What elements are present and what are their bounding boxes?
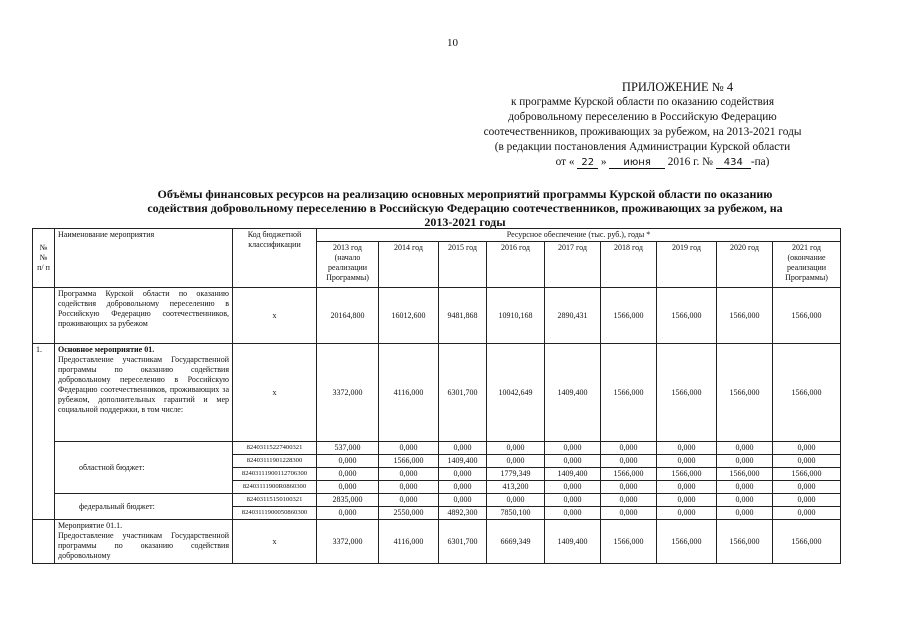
budget-value: 0,000 xyxy=(545,494,601,507)
budget-value: 0,000 xyxy=(657,481,717,494)
budget-value: 0,000 xyxy=(317,507,379,520)
budget-value: 0,000 xyxy=(717,494,773,507)
budget-value: 0,000 xyxy=(545,455,601,468)
budget-value: 0,000 xyxy=(379,481,439,494)
budget-value: 1566,000 xyxy=(657,468,717,481)
budget-value: 0,000 xyxy=(379,442,439,455)
budget-value: 537,000 xyxy=(317,442,379,455)
sub-value: 1409,400 xyxy=(545,520,601,564)
budget-value: 0,000 xyxy=(773,494,841,507)
program-value: 1566,000 xyxy=(601,288,657,344)
date-prefix: от « xyxy=(555,156,575,168)
sub-activity-row xyxy=(33,520,841,564)
program-code: x xyxy=(233,288,317,344)
sub-value: 4116,000 xyxy=(379,520,439,564)
program-row xyxy=(33,288,841,344)
header-2014: 2014 год xyxy=(379,242,439,288)
budget-value: 7850,100 xyxy=(487,507,545,520)
program-value: 10910,168 xyxy=(487,288,545,344)
budget-value: 0,000 xyxy=(773,507,841,520)
budget-value: 0,000 xyxy=(717,481,773,494)
header-2016: 2016 год xyxy=(487,242,545,288)
budget-value: 0,000 xyxy=(545,442,601,455)
budget-value: 0,000 xyxy=(601,507,657,520)
budget-value: 0,000 xyxy=(545,481,601,494)
program-name: Программа Курской области по оказанию содействия добровольному переселению в Российскую Федерацию соотечественников, проживающих за рубежом xyxy=(55,288,233,344)
main-title: Основное мероприятие 01. xyxy=(58,345,155,354)
budget-value: 0,000 xyxy=(317,455,379,468)
title-line-3: 2013-2021 годы xyxy=(424,215,506,229)
header-2015: 2015 год xyxy=(439,242,487,288)
budget-value: 0,000 xyxy=(773,442,841,455)
main-no: 1. xyxy=(33,344,55,520)
budget-value: 0,000 xyxy=(773,455,841,468)
main-value: 4116,000 xyxy=(379,344,439,442)
budget-value: 0,000 xyxy=(657,507,717,520)
budget-code: 82403111901228300 xyxy=(233,455,317,468)
main-value: 1566,000 xyxy=(601,344,657,442)
budget-value: 0,000 xyxy=(601,455,657,468)
sub-no xyxy=(33,520,55,564)
budget-value: 0,000 xyxy=(601,494,657,507)
budget-value: 0,000 xyxy=(717,442,773,455)
budget-code: 82403111900R0860300 xyxy=(233,481,317,494)
budget-value: 1409,400 xyxy=(545,468,601,481)
program-value: 20164,800 xyxy=(317,288,379,344)
main-value: 10042,649 xyxy=(487,344,545,442)
header-2019: 2019 год xyxy=(657,242,717,288)
sub-code: x xyxy=(233,520,317,564)
header-2013: 2013 год (начало реализации Программы) xyxy=(317,242,379,288)
main-value: 1566,000 xyxy=(773,344,841,442)
sub-value: 6669,349 xyxy=(487,520,545,564)
program-value: 16012,600 xyxy=(379,288,439,344)
budget-value: 1566,000 xyxy=(601,468,657,481)
sub-title: Мероприятие 01.1. xyxy=(58,521,123,530)
sub-value: 1566,000 xyxy=(717,520,773,564)
header-code: Код бюджетной классификации xyxy=(233,229,317,288)
sub-value: 1566,000 xyxy=(657,520,717,564)
regional-budget-label: областной бюджет: xyxy=(55,442,233,494)
federal-budget-label: федеральный бюджет: xyxy=(55,494,233,520)
header-2021: 2021 год (окончание реализации Программы) xyxy=(773,242,841,288)
header-resources: Ресурсное обеспечение (тыс. руб.), годы * xyxy=(317,229,841,242)
budget-value: 0,000 xyxy=(317,468,379,481)
program-value: 1566,000 xyxy=(657,288,717,344)
title-line-1: Объёмы финансовых ресурсов на реализацию основных мероприятий программы Курской области по оказанию xyxy=(157,187,773,201)
budget-value: 0,000 xyxy=(773,481,841,494)
appendix-line-4: (в редакции постановления Администрации Курской области xyxy=(494,141,791,153)
budget-value: 0,000 xyxy=(657,455,717,468)
date-day: 22 xyxy=(577,157,598,169)
header-2018: 2018 год xyxy=(601,242,657,288)
budget-code: 82403115150100321 xyxy=(233,494,317,507)
main-value: 1409,400 xyxy=(545,344,601,442)
main-value: 1566,000 xyxy=(657,344,717,442)
date-number: 434 xyxy=(716,157,751,169)
date-suffix: -па) xyxy=(750,156,770,168)
budget-value: 0,000 xyxy=(439,468,487,481)
main-code: x xyxy=(233,344,317,442)
sub-value: 3372,000 xyxy=(317,520,379,564)
program-value: 1566,000 xyxy=(773,288,841,344)
budget-value: 0,000 xyxy=(601,481,657,494)
main-value: 6301,700 xyxy=(439,344,487,442)
budget-value: 1409,400 xyxy=(439,455,487,468)
date-mid: » xyxy=(600,156,607,168)
budget-value: 0,000 xyxy=(439,494,487,507)
program-value: 1566,000 xyxy=(717,288,773,344)
budget-value: 4892,300 xyxy=(439,507,487,520)
budget-value: 0,000 xyxy=(601,442,657,455)
financial-table xyxy=(32,228,841,564)
header-no: № № п/ п xyxy=(33,229,55,288)
budget-code: 82403115227400321 xyxy=(233,442,317,455)
budget-value: 0,000 xyxy=(379,468,439,481)
appendix-block xyxy=(455,80,830,170)
appendix-line-2: добровольному переселению в Российскую Федерацию xyxy=(508,111,777,123)
budget-value: 1566,000 xyxy=(773,468,841,481)
header-2017: 2017 год xyxy=(545,242,601,288)
budget-value: 0,000 xyxy=(487,442,545,455)
budget-value: 0,000 xyxy=(717,455,773,468)
header-name: Наименование мероприятия xyxy=(55,229,233,288)
sub-value: 6301,700 xyxy=(439,520,487,564)
budget-value: 1566,000 xyxy=(717,468,773,481)
budget-value: 0,000 xyxy=(657,494,717,507)
header-2020: 2020 год xyxy=(717,242,773,288)
program-no xyxy=(33,288,55,344)
budget-value: 0,000 xyxy=(545,507,601,520)
main-value: 1566,000 xyxy=(717,344,773,442)
appendix-line-3: соотечественников, проживающих за рубежом, на 2013-2021 годы xyxy=(483,126,802,138)
budget-value: 0,000 xyxy=(657,442,717,455)
main-value: 3372,000 xyxy=(317,344,379,442)
budget-code: 82403111900050860300 xyxy=(233,507,317,520)
document-title xyxy=(80,187,850,229)
budget-value: 0,000 xyxy=(717,507,773,520)
budget-value: 1566,000 xyxy=(379,455,439,468)
budget-value: 1779,349 xyxy=(487,468,545,481)
budget-value: 0,000 xyxy=(379,494,439,507)
sub-name-cell xyxy=(55,520,233,564)
main-activity-row xyxy=(33,344,841,442)
page-number: 10 xyxy=(447,37,458,49)
budget-code: 82403111900112706300 xyxy=(233,468,317,481)
appendix-date-line xyxy=(455,155,830,170)
budget-value: 2835,000 xyxy=(317,494,379,507)
sub-name: Предоставление участникам Государственной программы по оказанию содействия добровольному xyxy=(58,531,229,560)
budget-value: 0,000 xyxy=(439,442,487,455)
program-value: 9481,868 xyxy=(439,288,487,344)
budget-value: 413,200 xyxy=(487,481,545,494)
appendix-line-1: к программе Курской области по оказанию содействия xyxy=(510,96,775,108)
main-name: Предоставление участникам Государственной программы по оказанию содействия добровольному переселению в Российскую Федерацию соотечественников, проживающих за рубежом, дополнительных гарантий и мер социальной поддержки, в том числе: xyxy=(58,355,229,414)
sub-value: 1566,000 xyxy=(601,520,657,564)
date-month: июня xyxy=(609,157,664,169)
header-row-1 xyxy=(33,229,841,242)
budget-value: 0,000 xyxy=(317,481,379,494)
budget-row xyxy=(33,442,841,455)
program-value: 2890,431 xyxy=(545,288,601,344)
budget-value: 2550,000 xyxy=(379,507,439,520)
budget-value: 0,000 xyxy=(487,455,545,468)
date-year: 2016 г. № xyxy=(667,156,713,168)
title-line-2: содействия добровольному переселению в Российскую Федерацию соотечественников, проживающих за рубежом, на xyxy=(147,201,783,215)
budget-value: 0,000 xyxy=(439,481,487,494)
appendix-title: ПРИЛОЖЕНИЕ № 4 xyxy=(621,80,734,94)
budget-value: 0,000 xyxy=(487,494,545,507)
budget-row xyxy=(33,494,841,507)
sub-value: 1566,000 xyxy=(773,520,841,564)
main-name-cell xyxy=(55,344,233,442)
